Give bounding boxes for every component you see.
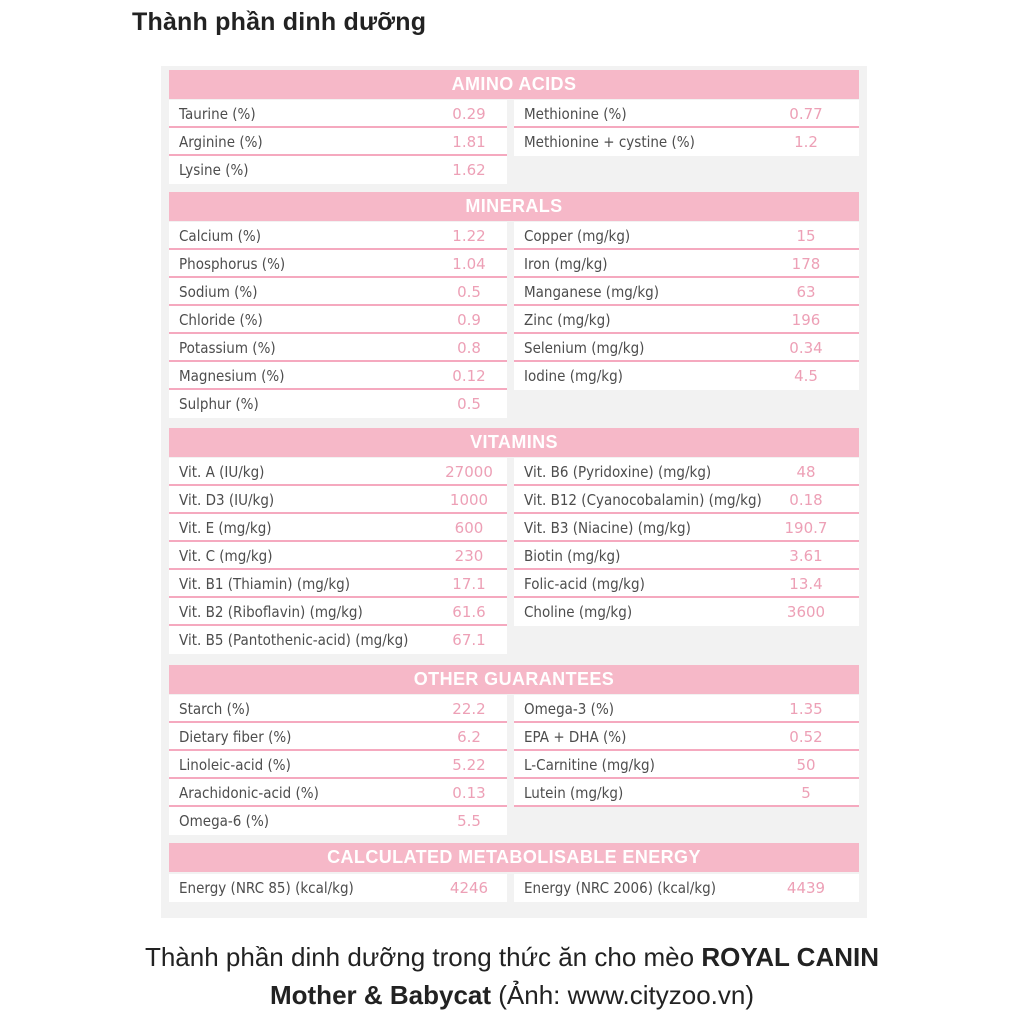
nutrient-label: Zinc (mg/kg) [524, 311, 611, 329]
nutrient-label: Iron (mg/kg) [524, 255, 608, 273]
table-row [514, 334, 859, 362]
nutrient-value: 17.1 [452, 575, 486, 593]
nutrient-value: 196 [791, 311, 821, 329]
nutrient-label: Chloride (%) [179, 311, 263, 329]
nutrient-label: Biotin (mg/kg) [524, 547, 621, 565]
nutrient-value: 3.61 [789, 547, 823, 565]
table-row [514, 723, 859, 751]
table-row [514, 486, 859, 514]
nutrient-label: Sulphur (%) [179, 395, 259, 413]
table-row [169, 570, 507, 598]
table-row [169, 334, 507, 362]
nutrient-value: 67.1 [452, 631, 486, 649]
nutrient-value: 0.8 [457, 339, 481, 357]
section-header-amino-acids: AMINO ACIDS [169, 70, 859, 99]
nutrient-value: 5.5 [457, 812, 481, 830]
table-row [514, 514, 859, 542]
nutrient-label: Arachidonic-acid (%) [179, 784, 319, 802]
nutrient-value: 230 [454, 547, 484, 565]
nutrient-value: 13.4 [789, 575, 823, 593]
table-row [169, 486, 507, 514]
nutrient-label: Lutein (mg/kg) [524, 784, 624, 802]
table-row [169, 458, 507, 486]
table-row [169, 390, 507, 418]
image-caption [0, 938, 1024, 1014]
nutrient-value: 0.77 [789, 105, 823, 123]
nutrient-label: Dietary fiber (%) [179, 728, 292, 746]
table-row [169, 362, 507, 390]
nutrient-label: Arginine (%) [179, 133, 263, 151]
table-row [169, 128, 507, 156]
nutrient-value: 0.5 [457, 395, 481, 413]
nutrient-value: 5.22 [452, 756, 486, 774]
nutrient-value: 15 [796, 227, 816, 245]
nutrition-table [161, 66, 867, 918]
nutrient-value: 0.5 [457, 283, 481, 301]
nutrient-value: 63 [796, 283, 816, 301]
nutrient-label: Omega-6 (%) [179, 812, 270, 830]
nutrient-label: Vit. B2 (Riboflavin) (mg/kg) [179, 603, 363, 621]
nutrient-label: Taurine (%) [179, 105, 256, 123]
nutrient-value: 50 [796, 756, 816, 774]
nutrient-value: 178 [791, 255, 821, 273]
table-row [514, 250, 859, 278]
table-row [169, 626, 507, 654]
nutrient-value: 3600 [786, 603, 826, 621]
nutrient-value: 1.22 [452, 227, 486, 245]
nutrient-value: 0.29 [452, 105, 486, 123]
nutrient-value: 0.18 [789, 491, 823, 509]
table-row [514, 779, 859, 807]
brand-name: ROYAL CANIN [701, 942, 880, 972]
table-row [169, 156, 507, 184]
table-row [169, 542, 507, 570]
nutrient-label: Methionine + cystine (%) [524, 133, 695, 151]
nutrient-value: 4439 [786, 879, 826, 897]
nutrient-value: 0.12 [452, 367, 486, 385]
table-row [169, 222, 507, 250]
nutrient-value: 6.2 [457, 728, 481, 746]
nutrient-label: Vit. A (IU/kg) [179, 463, 265, 481]
nutrient-value: 190.7 [784, 519, 828, 537]
nutrient-value: 0.13 [452, 784, 486, 802]
page-title: Thành phần dinh dưỡng [132, 8, 427, 36]
nutrient-label: Phosphorus (%) [179, 255, 286, 273]
table-row [169, 751, 507, 779]
nutrient-value: 1.35 [789, 700, 823, 718]
table-row [169, 250, 507, 278]
nutrient-value: 4246 [449, 879, 489, 897]
nutrient-value: 61.6 [452, 603, 486, 621]
nutrient-label: Vit. D3 (IU/kg) [179, 491, 275, 509]
nutrient-label: Copper (mg/kg) [524, 227, 631, 245]
nutrient-value: 600 [454, 519, 484, 537]
table-row [514, 570, 859, 598]
nutrient-value: 1.04 [452, 255, 486, 273]
nutrient-label: Choline (mg/kg) [524, 603, 633, 621]
nutrient-value: 27000 [445, 463, 493, 481]
section-header-metabolisable-energy: CALCULATED METABOLISABLE ENERGY [169, 843, 859, 872]
nutrient-value: 0.9 [457, 311, 481, 329]
table-row [514, 362, 859, 390]
table-row [169, 514, 507, 542]
nutrient-label: Vit. E (mg/kg) [179, 519, 272, 537]
nutrient-label: Omega-3 (%) [524, 700, 615, 718]
nutrient-value: 0.52 [789, 728, 823, 746]
nutrient-label: Vit. B6 (Pyridoxine) (mg/kg) [524, 463, 712, 481]
nutrient-label: Lysine (%) [179, 161, 249, 179]
table-row [514, 695, 859, 723]
table-row [514, 222, 859, 250]
table-row [514, 598, 859, 626]
nutrient-label: L-Carnitine (mg/kg) [524, 756, 655, 774]
nutrient-value: 1.62 [452, 161, 486, 179]
caption-line-1: Thành phần dinh dưỡng trong thức ăn cho mèo ROYAL CANIN [144, 942, 880, 972]
nutrient-value: 4.5 [794, 367, 818, 385]
nutrient-label: Vit. C (mg/kg) [179, 547, 273, 565]
table-row [169, 598, 507, 626]
table-row [169, 723, 507, 751]
nutrient-label: Magnesium (%) [179, 367, 285, 385]
nutrient-label: Sodium (%) [179, 283, 258, 301]
table-row [169, 278, 507, 306]
nutrient-label: Iodine (mg/kg) [524, 367, 623, 385]
nutrient-label: Vit. B3 (Niacine) (mg/kg) [524, 519, 691, 537]
table-row [169, 807, 507, 835]
table-row [169, 779, 507, 807]
table-row [514, 306, 859, 334]
nutrient-label: Linoleic-acid (%) [179, 756, 291, 774]
nutrient-label: EPA + DHA (%) [524, 728, 627, 746]
table-row [514, 751, 859, 779]
nutrient-label: Folic-acid (mg/kg) [524, 575, 645, 593]
table-row [514, 128, 859, 156]
nutrient-value: 5 [801, 784, 811, 802]
table-row [169, 874, 507, 902]
nutrient-value: 48 [796, 463, 816, 481]
nutrient-label: Vit. B5 (Pantothenic-acid) (mg/kg) [179, 631, 409, 649]
nutrient-label: Vit. B12 (Cyanocobalamin) (mg/kg) [524, 491, 762, 509]
product-name: Mother & Babycat [269, 980, 492, 1010]
table-row [514, 458, 859, 486]
table-row [169, 306, 507, 334]
nutrient-value: 1.81 [452, 133, 486, 151]
nutrient-value: 0.34 [789, 339, 823, 357]
nutrient-label: Methionine (%) [524, 105, 627, 123]
table-row [514, 874, 859, 902]
nutrient-label: Calcium (%) [179, 227, 261, 245]
nutrient-value: 1000 [449, 491, 489, 509]
nutrient-value: 1.2 [794, 133, 818, 151]
nutrient-label: Selenium (mg/kg) [524, 339, 645, 357]
nutrient-value: 22.2 [452, 700, 486, 718]
table-row [169, 100, 507, 128]
nutrient-label: Vit. B1 (Thiamin) (mg/kg) [179, 575, 351, 593]
section-header-minerals: MINERALS [169, 192, 859, 221]
table-row [514, 278, 859, 306]
table-row [514, 542, 859, 570]
section-header-vitamins: VITAMINS [169, 428, 859, 457]
nutrient-label: Starch (%) [179, 700, 251, 718]
nutrient-label: Energy (NRC 85) (kcal/kg) [179, 879, 354, 897]
caption-line-2: Mother & Babycat (Ảnh: www.cityzoo.vn) [269, 980, 755, 1010]
nutrient-label: Potassium (%) [179, 339, 276, 357]
table-row [514, 100, 859, 128]
table-row [169, 695, 507, 723]
nutrient-label: Manganese (mg/kg) [524, 283, 659, 301]
section-header-other-guarantees: OTHER GUARANTEES [169, 665, 859, 694]
nutrient-label: Energy (NRC 2006) (kcal/kg) [524, 879, 716, 897]
